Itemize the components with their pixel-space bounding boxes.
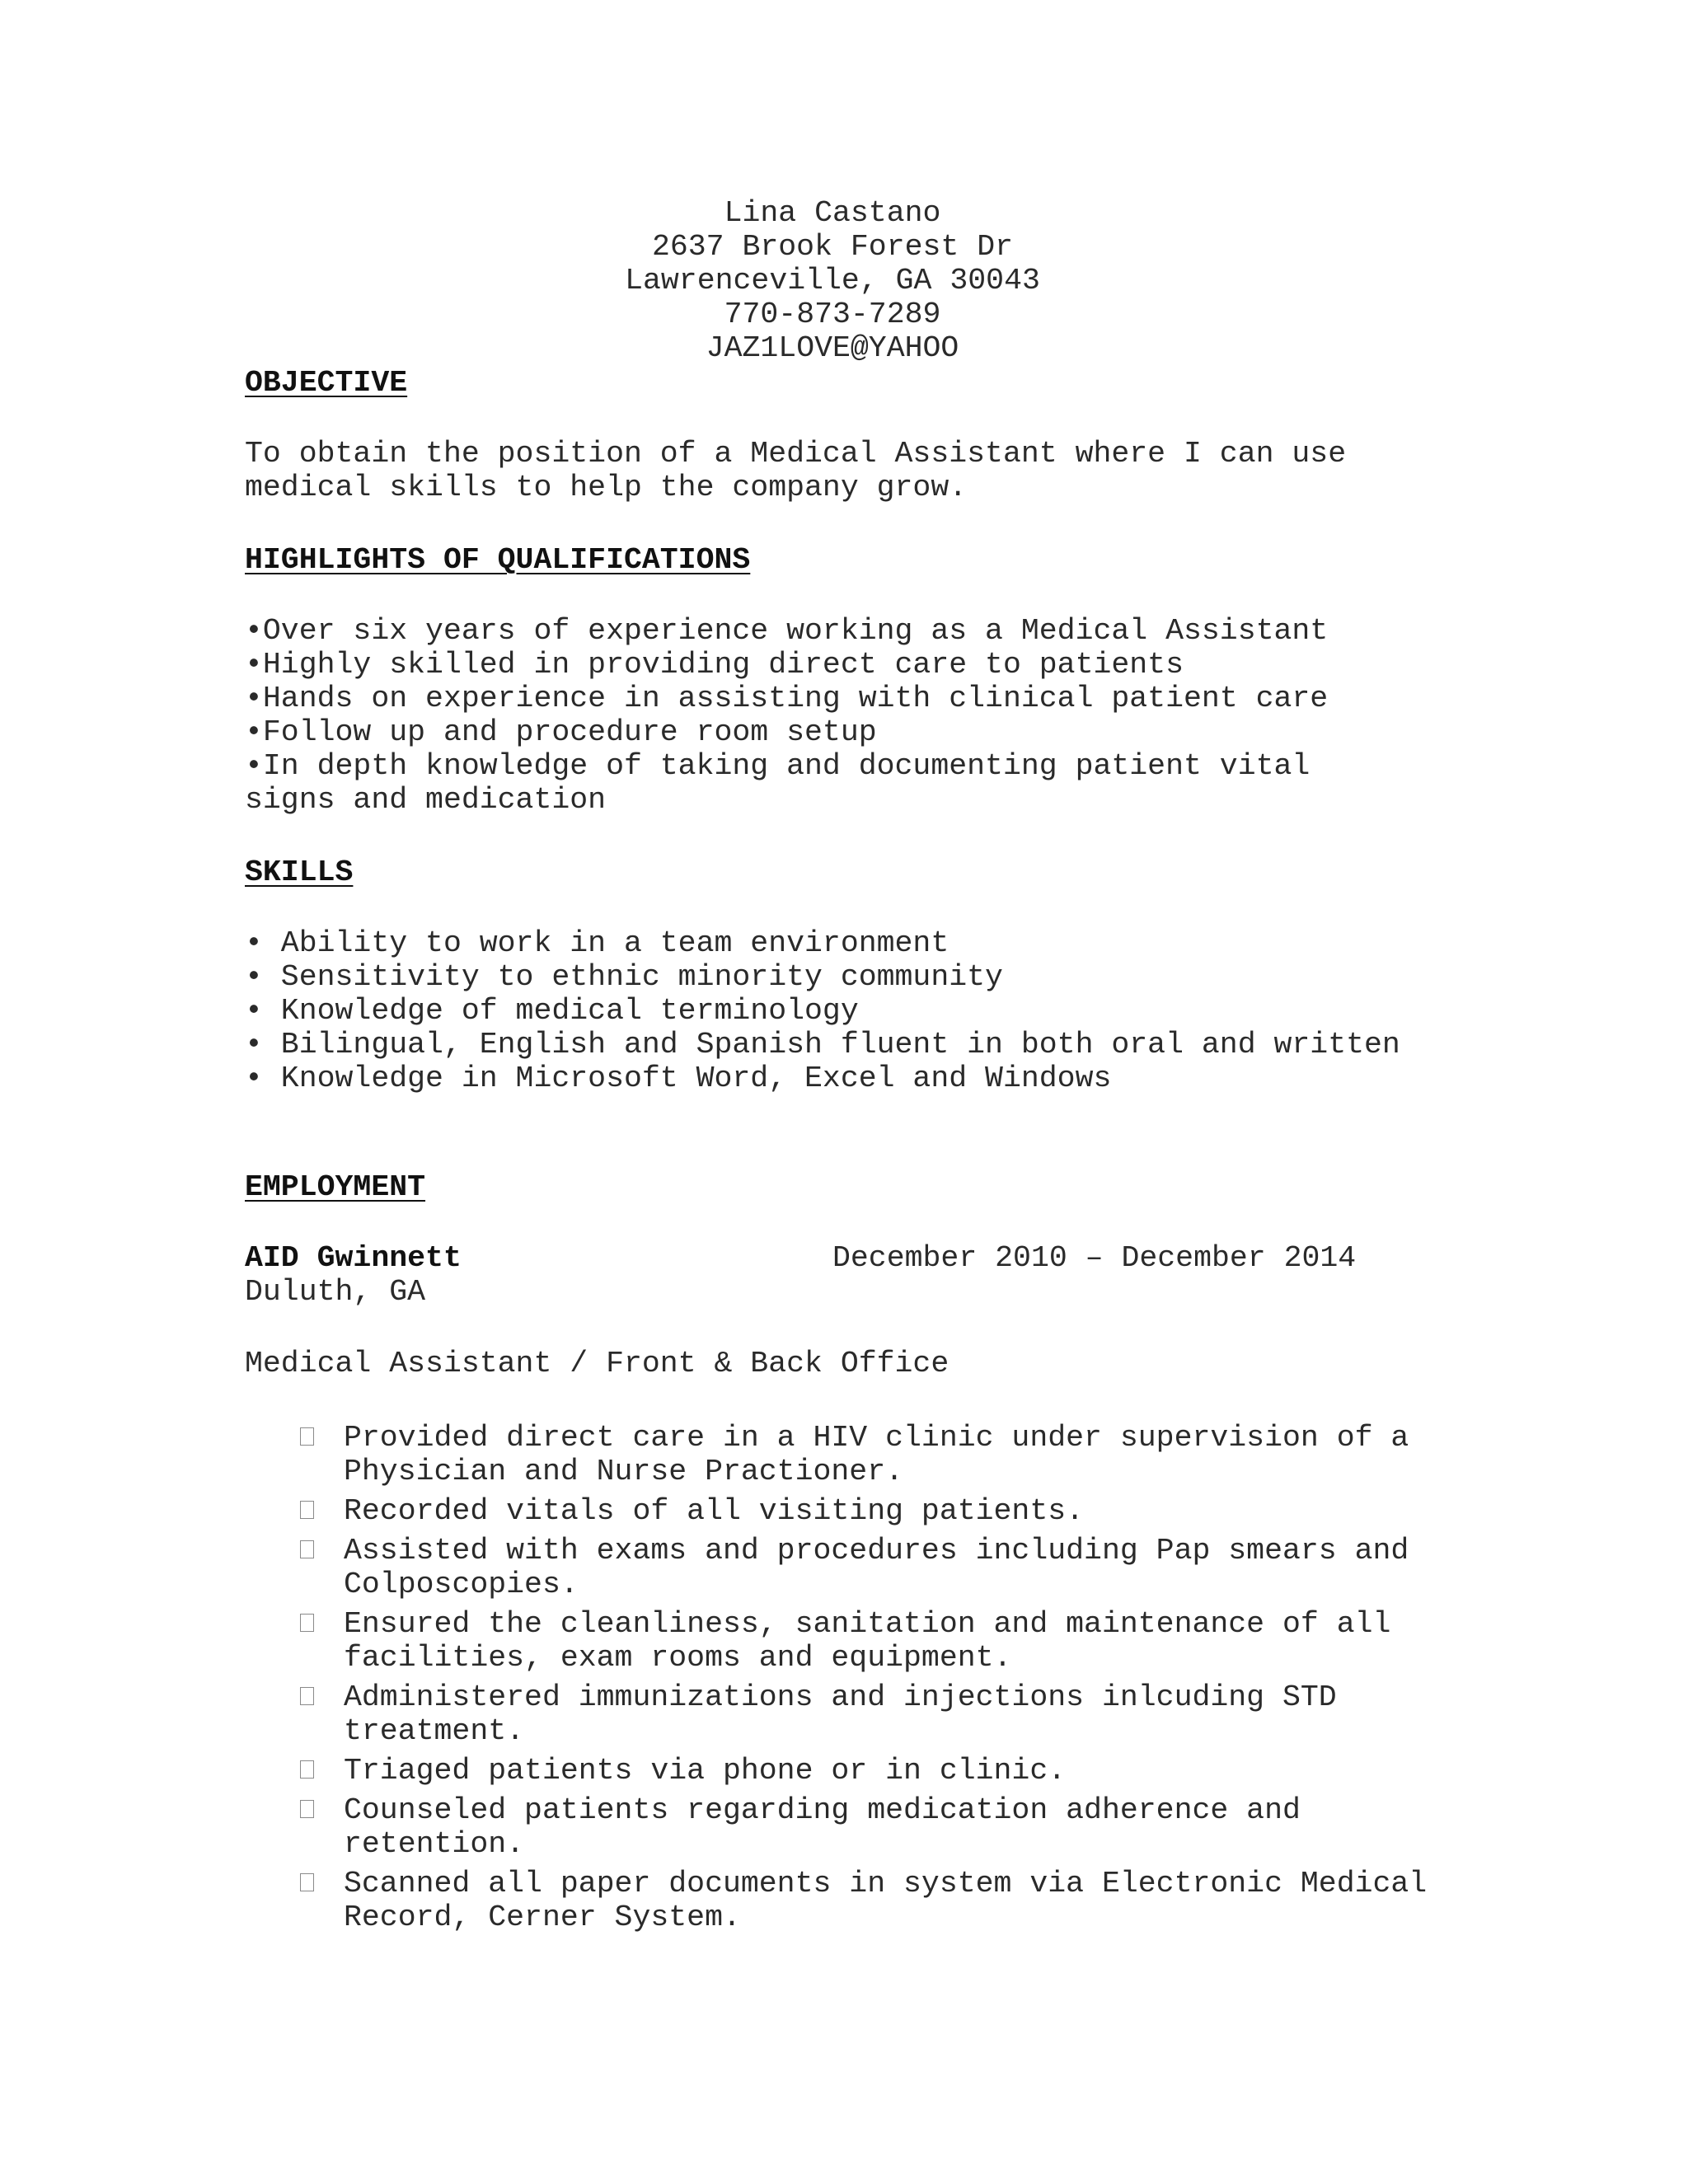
- list-item: [297, 1754, 1451, 1788]
- checkbox-icon: [300, 1501, 314, 1519]
- duty-text: Recorded vitals of all visiting patients.: [344, 1494, 1085, 1528]
- list-item: [297, 1607, 1451, 1675]
- qualifications-heading: HIGHLIGHTS OF QUALIFICATIONS: [245, 543, 751, 577]
- employer-name: AID Gwinnett: [245, 1241, 462, 1275]
- list-item: •Over six years of experience working as a Medical Assistant: [245, 614, 1329, 648]
- list-item: •Follow up and procedure room setup: [245, 715, 877, 749]
- contact-phone: 770-873-7289: [724, 298, 941, 331]
- contact-street: 2637 Brook Forest Dr: [651, 230, 1014, 264]
- duty-text: Provided direct care in a HIV clinic under supervision of a Physician and Nurse Practioner.: [344, 1421, 1409, 1488]
- list-item: [297, 1421, 1451, 1488]
- checkbox-icon: [300, 1800, 314, 1818]
- duty-text: Triaged patients via phone or in clinic.: [344, 1754, 1067, 1788]
- skills-list: [245, 926, 1400, 1095]
- list-item: •Hands on experience in assisting with clinical patient care: [245, 682, 1329, 715]
- contact-name: Lina Castano: [724, 196, 941, 230]
- checkbox-icon: [300, 1687, 314, 1705]
- list-item: [297, 1680, 1451, 1748]
- list-item: [297, 1534, 1451, 1601]
- checkbox-icon: [300, 1614, 314, 1632]
- list-item: • Knowledge of medical terminology: [245, 994, 859, 1028]
- objective-heading: OBJECTIVE: [245, 366, 408, 400]
- duty-text: Scanned all paper documents in system via Electronic Medical Record, Cerner System.: [344, 1867, 1428, 1934]
- qualifications-list: [245, 614, 1328, 817]
- list-item: • Bilingual, English and Spanish fluent in both oral and written: [245, 1028, 1400, 1062]
- duty-text: Counseled patients regarding medication adherence and retention.: [344, 1793, 1301, 1861]
- list-item: signs and medication: [245, 783, 607, 817]
- contact-city: Lawrenceville, GA 30043: [625, 264, 1040, 298]
- list-item: •Highly skilled in providing direct care to patients: [245, 648, 1184, 682]
- list-item: • Knowledge in Microsoft Word, Excel and Windows: [245, 1062, 1112, 1095]
- contact-email: JAZ1LOVE@YAHOO: [706, 331, 959, 365]
- job-title: Medical Assistant / Front & Back Office: [245, 1347, 950, 1380]
- duty-text: Administered immunizations and injections inlcuding STD treatment.: [344, 1680, 1337, 1748]
- employment-heading: EMPLOYMENT: [245, 1170, 426, 1204]
- list-item: [297, 1793, 1451, 1861]
- checkbox-icon: [300, 1427, 314, 1446]
- list-item: •In depth knowledge of taking and documenting patient vital: [245, 749, 1311, 783]
- checkbox-icon: [300, 1540, 314, 1558]
- duty-text: Assisted with exams and procedures including Pap smears and Colposcopies.: [344, 1534, 1409, 1601]
- checkbox-icon: [300, 1760, 314, 1779]
- list-item: • Ability to work in a team environment: [245, 926, 950, 960]
- job-duties-list: [297, 1421, 1451, 1940]
- employment-dates: December 2010 – December 2014: [832, 1241, 1357, 1275]
- employer-location: Duluth, GA: [245, 1275, 426, 1309]
- objective-text: To obtain the position of a Medical Assistant where I can use medical skills to help the company grow.: [245, 437, 1347, 504]
- list-item: • Sensitivity to ethnic minority community: [245, 960, 1003, 994]
- list-item: [297, 1867, 1451, 1934]
- list-item: [297, 1494, 1451, 1528]
- duty-text: Ensured the cleanliness, sanitation and maintenance of all facilities, exam rooms and equipment.: [344, 1607, 1391, 1675]
- checkbox-icon: [300, 1873, 314, 1891]
- skills-heading: SKILLS: [245, 855, 354, 889]
